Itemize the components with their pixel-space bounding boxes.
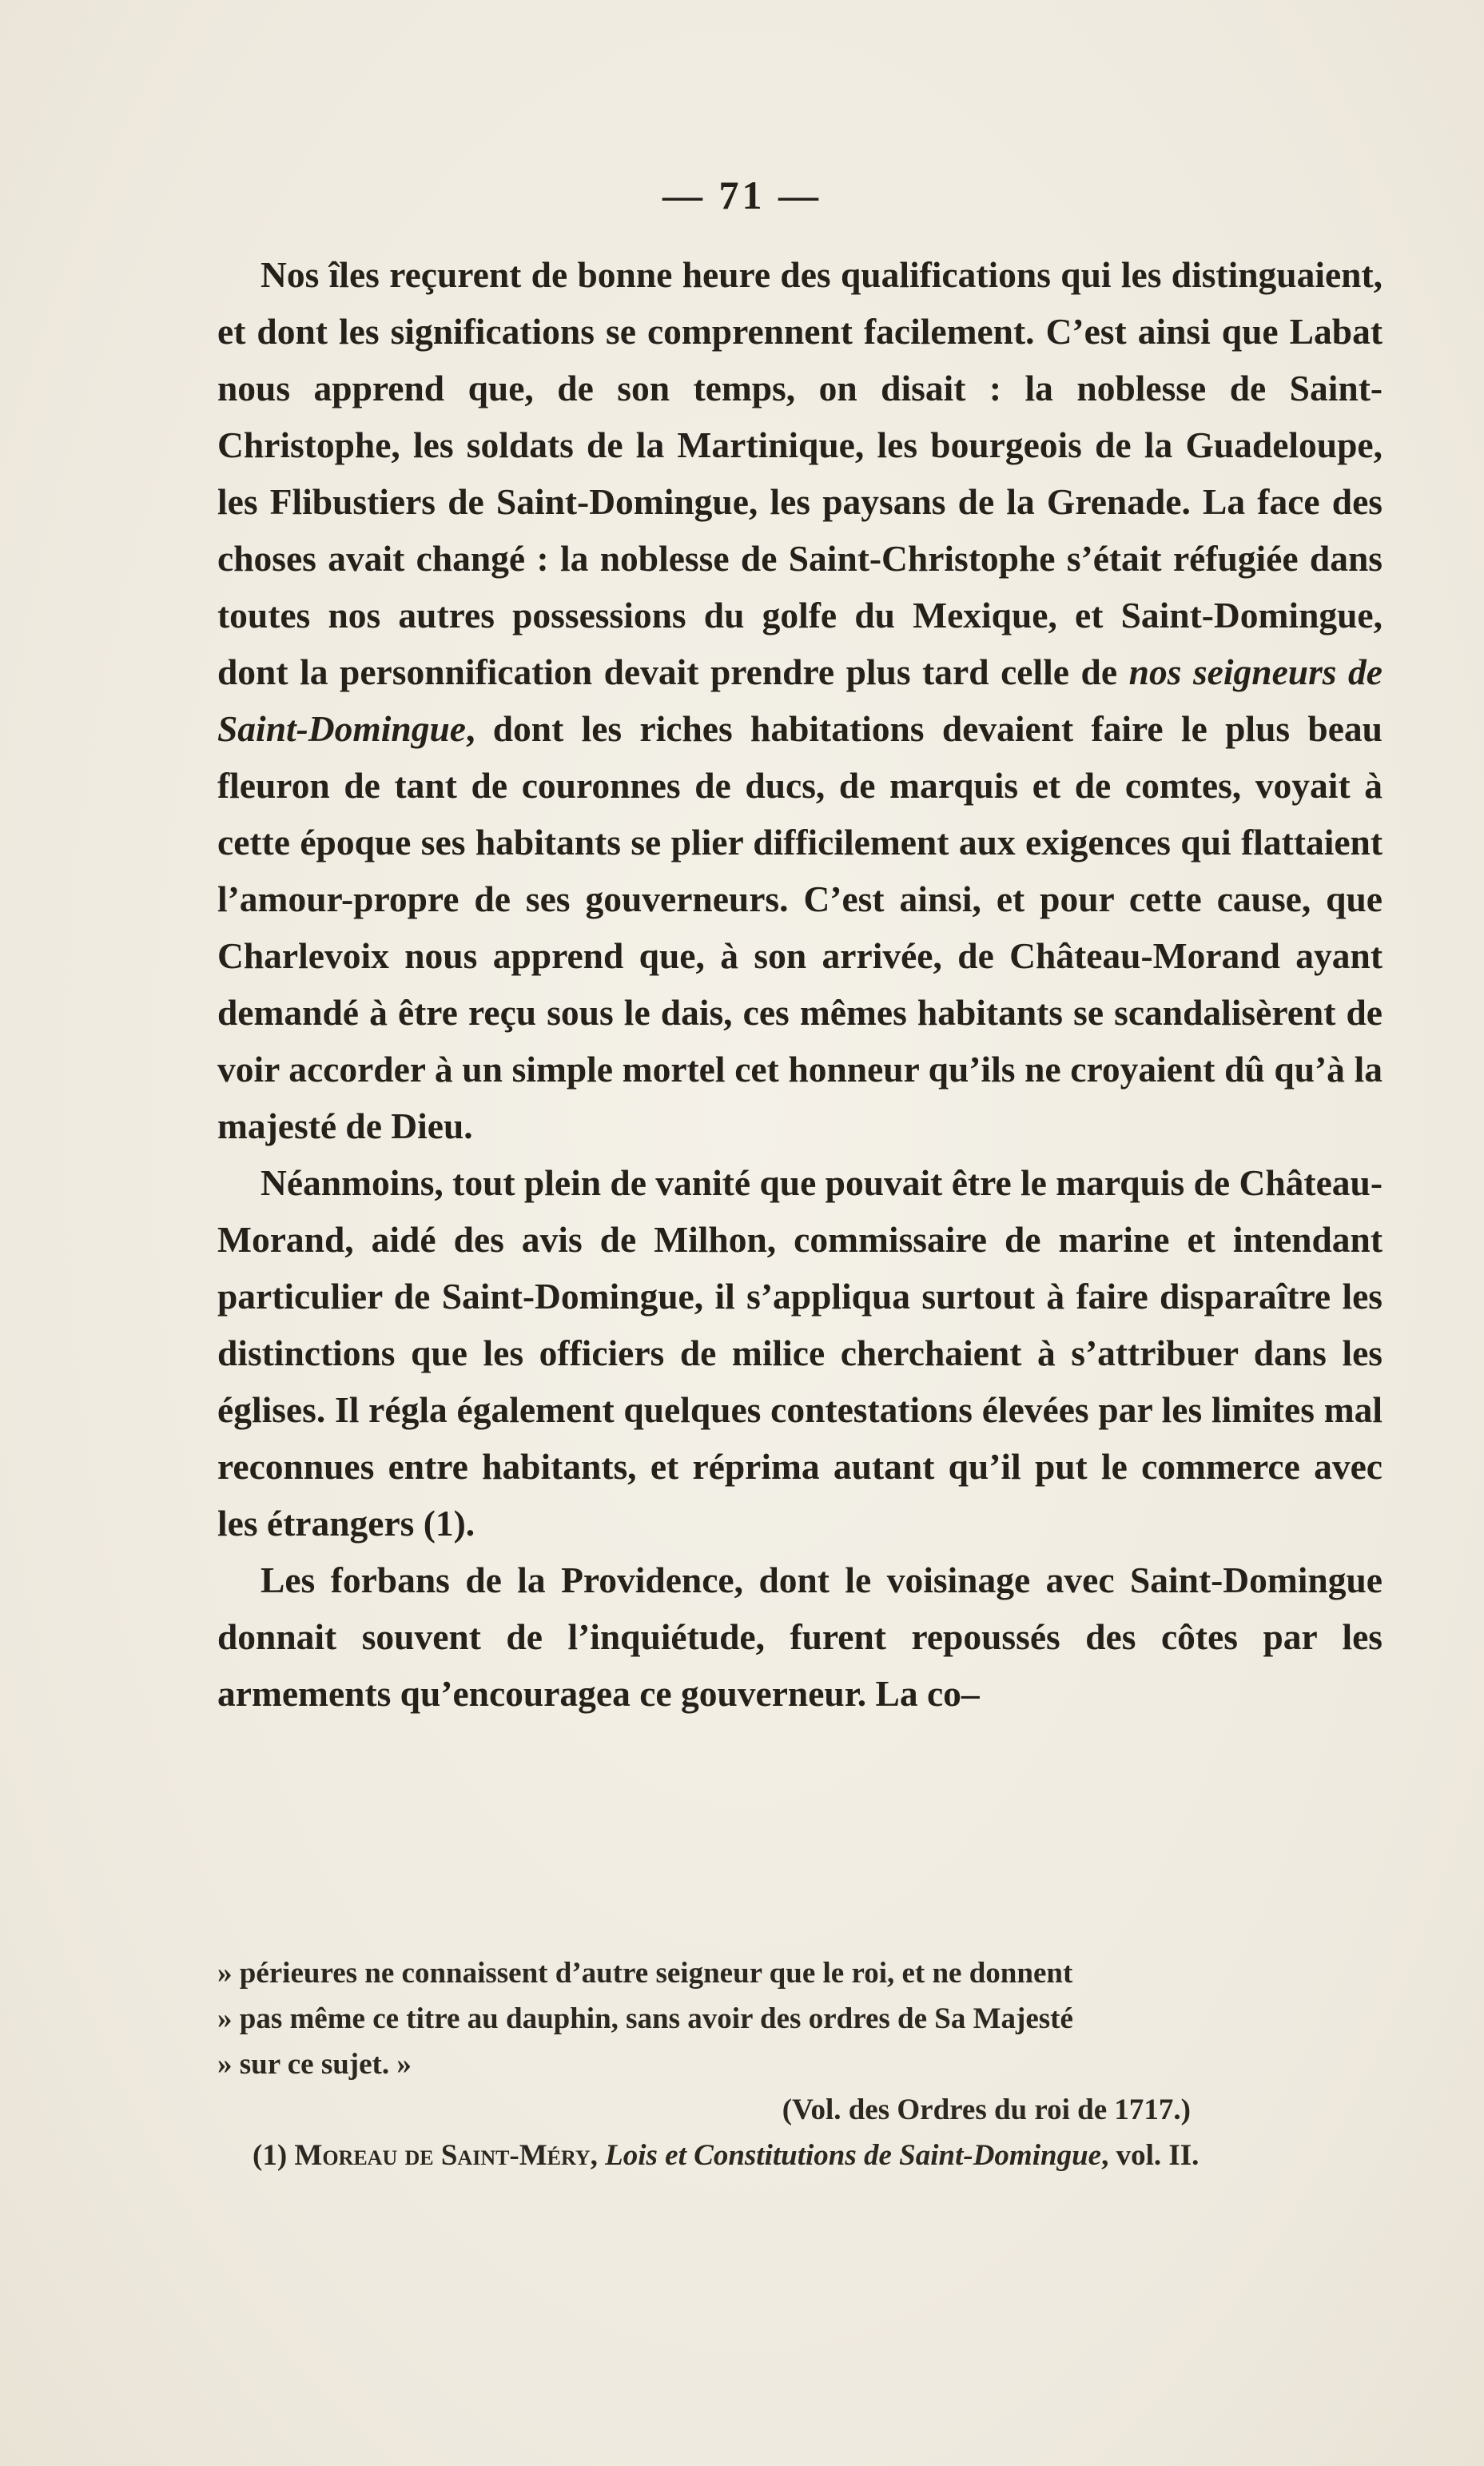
footnote-quote-line-2: » pas même ce titre au dauphin, sans avoir des ordres de Sa Majesté — [217, 2002, 1073, 2035]
footnote-quote-line-3: » sur ce sujet. » — [217, 2048, 412, 2081]
footnotes — [217, 1950, 1383, 2178]
footnote-1-author: Moreau de Saint-Méry — [294, 2139, 591, 2172]
footnote-1-sep: , — [590, 2139, 606, 2172]
paragraph-1 — [217, 246, 1383, 1154]
paragraph-2 — [217, 1154, 1383, 1552]
paragraph-1-text-b: , dont les riches habitations devaient faire le plus beau fleuron de tant de couronnes de ducs, de marquis et de comtes, voyait à cette époque ses habitants se plier difficilement aux exigences qui flattaient l’amour-propre de ses gouverneurs. C’est ainsi, et pour cette cause, que Charlevoix nous apprend que, à son arrivée, de Château-Morand ayant demandé à être reçu sous le dais, ces mêmes habitants se scandalisèrent de voir accorder à un simple mortel cet honneur qu’ils ne croyaient dû qu’à la majesté de Dieu. — [217, 708, 1383, 1146]
main-text — [217, 246, 1383, 1722]
paragraph-3-text: Les forbans de la Providence, dont le voisinage avec Saint-Domingue donnait souvent de l’inquiétude, furent repoussés des côtes par les armements qu’encouragea ce gouverneur. La co– — [217, 1560, 1383, 1714]
paragraph-1-text-a: Nos îles reçurent de bonne heure des qualifications qui les distinguaient, et dont les significations se comprennent facilement. C’est ainsi que Labat nous apprend que, de son temps, on disait : la noblesse de Saint-Christophe, les soldats de la Martinique, les bourgeois de la Guadeloupe, les Flibustiers de Saint-Domingue, les paysans de la Grenade. La face des choses avait changé : la noblesse de Saint-Christophe s’était réfugiée dans toutes nos autres possessions du golfe du Mexique, et Saint-Domingue, dont la personnification devait prendre plus tard celle de — [217, 254, 1383, 692]
footnote-1-rest: , vol. II. — [1101, 2139, 1200, 2172]
footnote-1 — [217, 2133, 1383, 2178]
footnote-1-marker: (1) — [253, 2139, 288, 2172]
page-number: — 71 — — [662, 173, 822, 217]
footnote-quote-reference: (Vol. des Ordres du roi de 1717.) — [782, 2094, 1191, 2126]
paragraph-1-italic: nos seigneurs de Saint-Domingue — [217, 651, 1383, 749]
paragraph-2-text: Néanmoins, tout plein de vanité que pouvait être le marquis de Château-Morand, aidé des avis de Milhon, commissaire de marine et intendant particulier de Saint-Domingue, il s’appliqua surtout à faire disparaître les distinctions que les officiers de milice cherchaient à s’attribuer dans les églises. Il régla également quelques contestations élevées par les limites mal reconnues entre habitants, et réprima autant qu’il put le commerce avec les étrangers (1). — [217, 1162, 1383, 1544]
footnote-quote-line-1: » périeures ne connaissent d’autre seigneur que le roi, et ne donnent — [217, 1957, 1073, 1990]
paragraph-3 — [217, 1552, 1383, 1722]
footnote-1-title: Lois et Constitutions de Saint-Domingue — [605, 2139, 1102, 2172]
